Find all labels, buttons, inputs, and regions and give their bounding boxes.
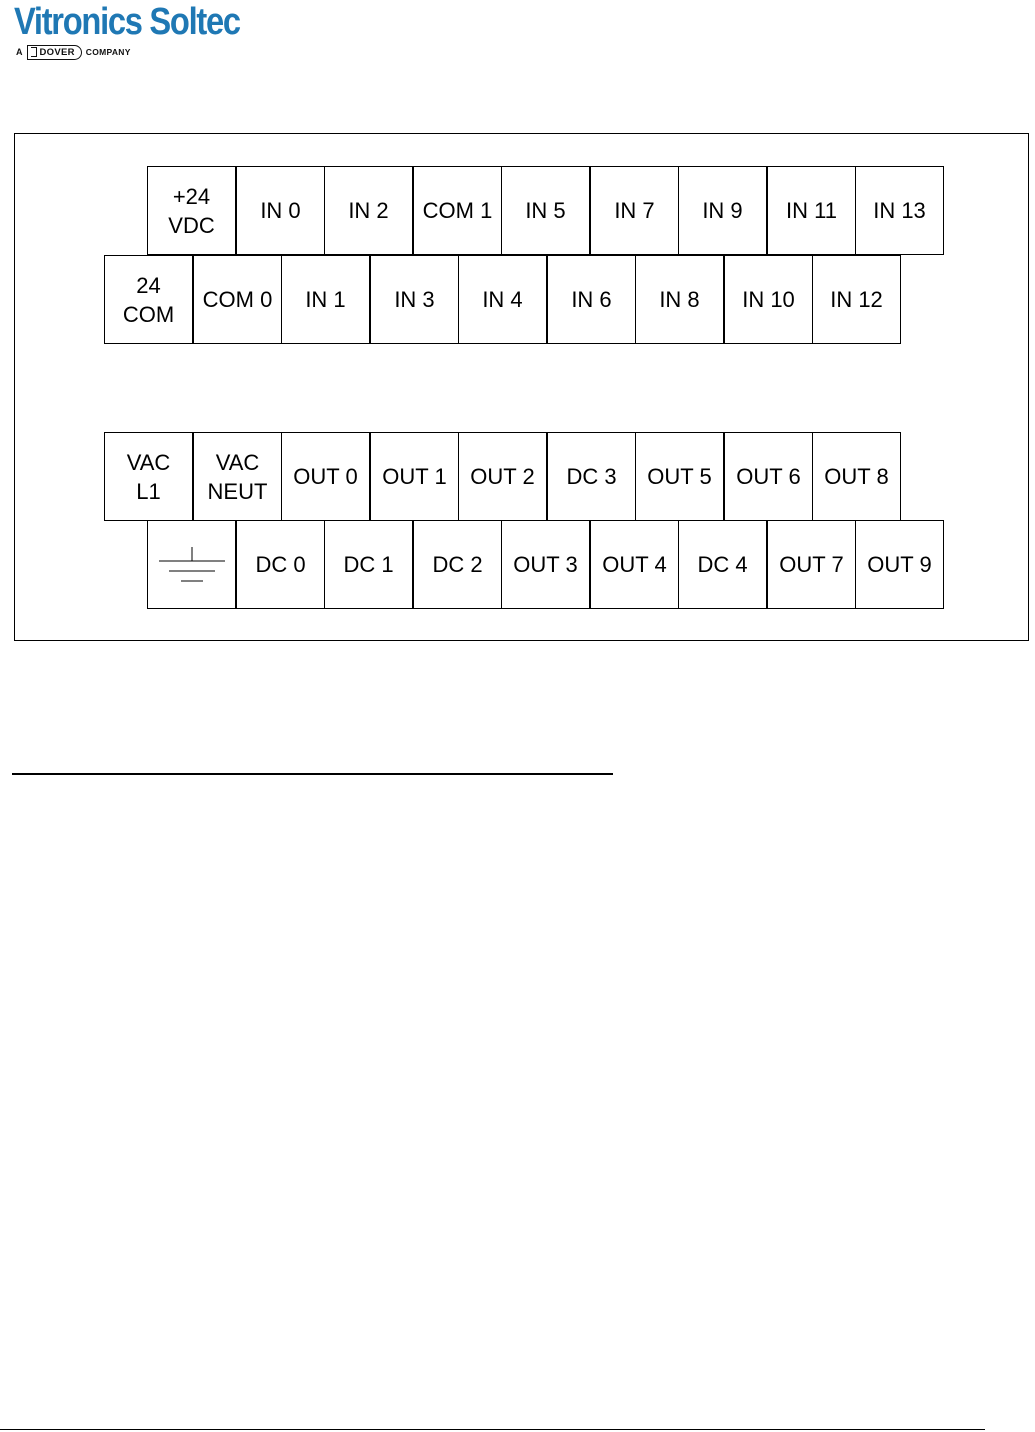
- terminal-in-4: IN 4: [458, 255, 547, 344]
- terminal-vac-neut: VAC NEUT: [193, 432, 282, 521]
- terminal-in-3: IN 3: [370, 255, 459, 344]
- terminal-in-5: IN 5: [501, 166, 590, 255]
- terminal-in-13: IN 13: [855, 166, 944, 255]
- terminal-out-6: OUT 6: [724, 432, 813, 521]
- dover-mark-icon: [31, 47, 37, 57]
- terminal-out-3: OUT 3: [501, 520, 590, 609]
- terminal-out-7: OUT 7: [767, 520, 856, 609]
- logo-prefix: A: [16, 47, 23, 57]
- logo-tagline: [16, 44, 131, 60]
- ground-symbol-icon: [159, 547, 225, 583]
- terminal-in-10: IN 10: [724, 255, 813, 344]
- terminal-in-8: IN 8: [635, 255, 724, 344]
- terminal-24-vdc: +24 VDC: [147, 166, 236, 255]
- logo-suffix: COMPANY: [85, 47, 131, 57]
- terminal-in-9: IN 9: [678, 166, 767, 255]
- terminal-out-8: OUT 8: [812, 432, 901, 521]
- vitronics-soltec-logo: [14, 2, 314, 62]
- terminal-vac-l1: VAC L1: [104, 432, 193, 521]
- section-underline: [12, 773, 613, 775]
- terminal-out-1: OUT 1: [370, 432, 459, 521]
- terminal-out-2: OUT 2: [458, 432, 547, 521]
- terminal-dc-2: DC 2: [413, 520, 502, 609]
- terminal-in-11: IN 11: [767, 166, 856, 255]
- terminal-out-0: OUT 0: [281, 432, 370, 521]
- terminal-dc-1: DC 1: [324, 520, 413, 609]
- dover-text: DOVER: [39, 46, 75, 58]
- terminal-in-12: IN 12: [812, 255, 901, 344]
- terminal-out-4: OUT 4: [590, 520, 679, 609]
- terminal-24-com: 24 COM: [104, 255, 193, 344]
- terminal-in-6: IN 6: [547, 255, 636, 344]
- terminal-ground: [147, 520, 236, 609]
- terminal-dc-0: DC 0: [236, 520, 325, 609]
- terminal-in-2: IN 2: [324, 166, 413, 255]
- terminal-in-7: IN 7: [590, 166, 679, 255]
- terminal-in-0: IN 0: [236, 166, 325, 255]
- logo-wordmark: Vitronics Soltec: [14, 1, 240, 43]
- terminal-com-0: COM 0: [193, 255, 282, 344]
- terminal-in-1: IN 1: [281, 255, 370, 344]
- footer-rule: [0, 1429, 985, 1430]
- terminal-com-1: COM 1: [413, 166, 502, 255]
- terminal-dc-3: DC 3: [547, 432, 636, 521]
- terminal-dc-4: DC 4: [678, 520, 767, 609]
- dover-badge: [27, 45, 82, 60]
- terminal-block-diagram: [14, 133, 1029, 641]
- terminal-out-5: OUT 5: [635, 432, 724, 521]
- terminal-out-9: OUT 9: [855, 520, 944, 609]
